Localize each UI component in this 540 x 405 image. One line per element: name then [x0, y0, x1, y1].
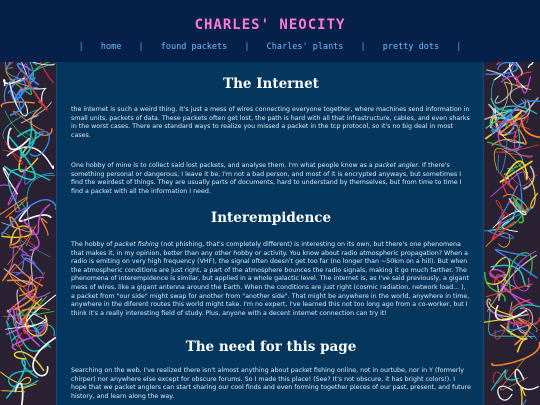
wire-strand — [531, 181, 538, 207]
wire-strand — [498, 139, 507, 174]
wire-strand — [1, 102, 34, 107]
nav-link-pretty-dots[interactable]: pretty dots — [382, 42, 440, 52]
left-wire-decoration — [0, 62, 56, 405]
text-span: (not phishing, that's completely different) is interesting on its own, but there's one phenomena that makes it, in my opinion, better than any other hobby or activity. You know about radio atmospheric propagation? When a radio is emiting on very high frequency (VHF), the signal often doesn't get too far (no longer than ~50km on a hill). But when the atmospheric conditions are just right, a part of the atmosphere bounces the radio signals, making it go much farther. The phenomena of interempidence is similar, but applied in a whole galactic level. The internet is, as I've said previously, a gigant mess of wires, like a gigant antenna around the Earth. When the conditions are just right (cosmic radiation, network load... ), a packet from "our side" might swap for another from "another side". That might be anywhere in the world, anywhere in time, anywhere in the diferent routes this world might take. I'm no expert, I've learned this not too long ago from a co-worker, but I think it's a really interesting field of study. Plus, anyone with a decent internet connection can try it! — [71, 241, 470, 317]
wire-strand — [492, 343, 540, 366]
wire-strand — [41, 218, 48, 235]
nav-link-found-packets[interactable]: found packets — [160, 42, 228, 52]
wire-strand — [502, 76, 531, 93]
wires-pattern-left — [0, 62, 56, 405]
text-span: The hobby of — [71, 241, 115, 248]
section-heading-interempidence: Interempidence — [210, 210, 332, 226]
section-heading-internet: The Internet — [223, 76, 319, 92]
nav-link-charles-plants[interactable]: Charles' plants — [266, 42, 344, 52]
wire-strand — [498, 386, 512, 400]
paragraph-packet-angler — [71, 162, 471, 196]
wire-strand — [488, 142, 523, 169]
nav-separator: | — [244, 42, 250, 52]
wire-strand — [528, 62, 533, 67]
wire-strand — [15, 383, 22, 405]
wire-strand — [487, 70, 512, 103]
nav-separator: | — [456, 42, 462, 52]
paragraph-need: Searching on the web, I've realized there isn't almost anything about packet fishing online, not in ourtube, nor in Y (formerly chirper) nor anywhere else except for obscure forums. So I made this place! (See? It's not obscure, it has bright colors!). I hope that we packet anglers can start sharing our cool finds and even forming together pieces of our past, present, and future history, and learn along the way. — [71, 367, 471, 400]
right-wire-decoration — [484, 62, 540, 405]
nav-separator: | — [78, 42, 84, 52]
site-header — [0, 0, 540, 63]
wire-strand — [515, 369, 538, 389]
emphasis-packet-fishing: packet fishing — [114, 241, 159, 248]
nav-link-home[interactable]: home — [100, 42, 122, 52]
wire-strand — [16, 258, 43, 274]
main-content — [56, 62, 484, 405]
wires-pattern-right — [484, 62, 540, 405]
paragraph-internet-intro: the internet is such a weird thing. It's just a mess of wires connecting everyone together, where machines send information in small units, packets of data. These packets often get lost, the path is hard with all that infrastructure, cables, and even sharks in the worst cases. There are standard ways to realize you missed a packet in the tcp protocol, so it's no big deal in most cases. — [71, 106, 470, 139]
nav-separator: | — [138, 42, 144, 52]
emphasis-packet-angler: packet angler — [374, 162, 419, 169]
text-span: . If there's something personal or dangerous, I leave it be, I'm not a bad person, and most of it is encrypted anyways, but sometimes I find the weirdest of things. They are usually parts of documents, hard to understand by themselves, but from time to time I find a packet with all the information I need. — [71, 162, 462, 195]
wire-strand — [18, 130, 36, 157]
main-nav — [0, 42, 540, 52]
wire-strand — [14, 352, 43, 371]
text-span: One hobby of mine is to collect said lost packets, and analyse them. I'm what people know as a — [71, 162, 375, 169]
site-title: CHARLES' NEOCITY — [194, 17, 346, 33]
paragraph-interempidence — [71, 241, 471, 318]
nav-separator: | — [360, 42, 366, 52]
section-heading-need: The need for this page — [185, 339, 357, 355]
